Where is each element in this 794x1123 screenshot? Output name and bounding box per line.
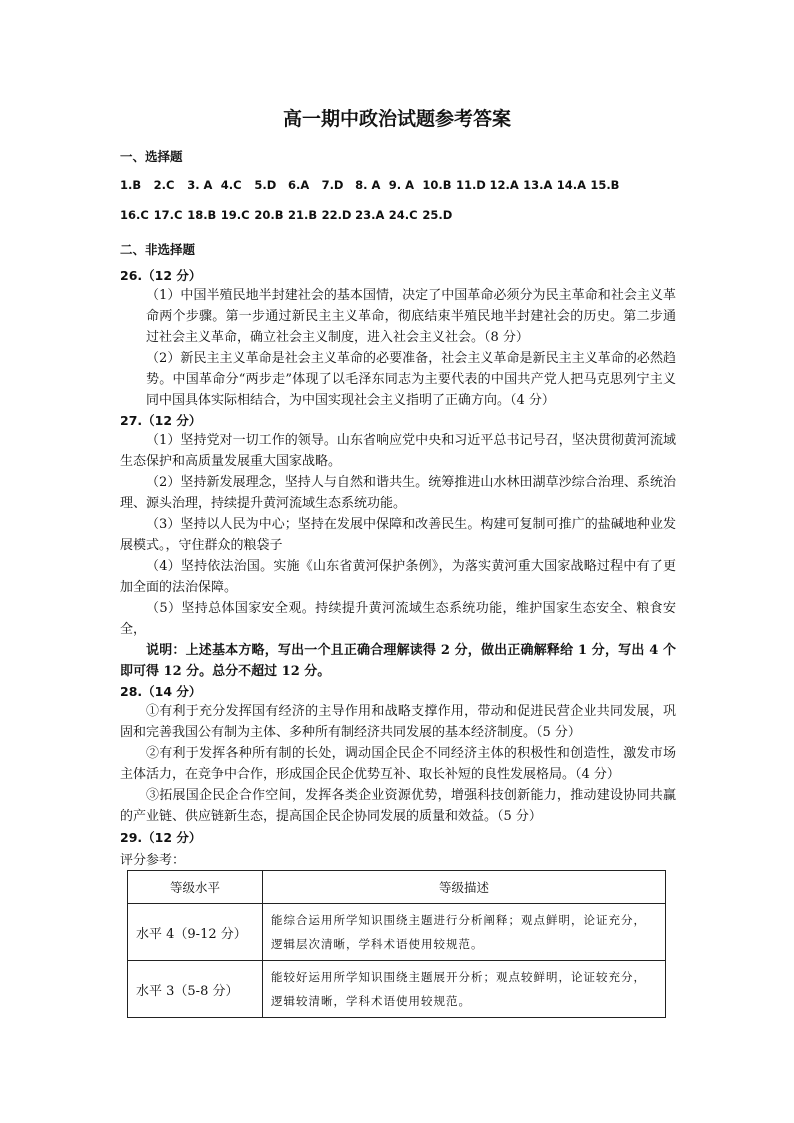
- answers-row-1: [120, 178, 624, 192]
- answer-item: 19.C: [220, 208, 250, 222]
- answer-item: 15.B: [590, 178, 620, 192]
- answer-item: 20.B: [254, 208, 284, 222]
- answer-item: 3. A: [187, 178, 213, 192]
- q27-scoring-note: 说明：上述基本方略，写出一个且正确合理解读得 2 分，做出正确解释给 1 分，写出 4 个即可得 12 分。总分不超过 12 分。: [120, 643, 676, 679]
- answer-item: 7.D: [321, 178, 344, 192]
- answers-row-2: [120, 208, 456, 222]
- answer-item: 23.A: [355, 208, 385, 222]
- answer-item: 13.A: [523, 178, 553, 192]
- header-level: 等级水平: [128, 871, 263, 904]
- grading-table-header: [128, 871, 666, 904]
- answer-item: 16.C: [120, 208, 149, 222]
- q26-part2: （2）新民主主义革命是社会主义革命的必要准备，社会主义革命是新民主主义革命的必然趋势。中国革命分“两步走”体现了以毛泽东同志为主要代表的中国共产党人把马克思列宁主义同中国具体实际相结合，为中国实现社会主义指明了正确方向。（4 分）: [146, 351, 676, 408]
- q27-part4: （4）坚持依法治国。实施《山东省黄河保护条例》，为落实黄河重大国家战略过程中有了更加全面的法治保障。: [120, 559, 676, 595]
- answer-item: 14.A: [556, 178, 586, 192]
- description-cell: 能较好运用所学知识围绕主题展开分析；观点较鲜明，论证较充分，逻辑较清晰，学科术语使用较规范。: [263, 961, 666, 1018]
- section-nonchoice-heading: 二、非选择题: [120, 242, 196, 257]
- answer-item: 9. A: [388, 178, 415, 192]
- answer-item: 10.B: [422, 178, 452, 192]
- q26-heading: 26.（12 分）: [120, 268, 202, 283]
- q27-heading: 27.（12 分）: [120, 413, 202, 428]
- description-cell: 能综合运用所学知识围绕主题进行分析阐释；观点鲜明，论证充分，逻辑层次清晰，学科术语使用较规范。: [263, 904, 666, 961]
- q27-part5: （5）坚持总体国家安全观。持续提升黄河流域生态系统功能，维护国家生态安全、粮食安全，: [120, 601, 676, 637]
- q27-part1: （1）坚持党对一切工作的领导。山东省响应党中央和习近平总书记号召，坚决贯彻黄河流域生态保护和高质量发展重大国家战略。: [120, 433, 676, 469]
- answer-item: 22.D: [321, 208, 352, 222]
- header-description: 等级描述: [263, 871, 666, 904]
- scoring-reference-label: 评分参考：: [120, 853, 186, 868]
- answer-item: 2.C: [153, 178, 175, 192]
- answer-item: 18.B: [187, 208, 217, 222]
- q28-heading: 28.（14 分）: [120, 684, 202, 699]
- q26-part1: （1）中国半殖民地半封建社会的基本国情，决定了中国革命必须分为民主革命和社会主义革命两个步骤。第一步通过新民主主义革命，彻底结束半殖民地半封建社会的历史。第二步通过社会主义革命，确立社会主义制度，进入社会主义社会。（8 分）: [146, 288, 676, 345]
- page-title: 高一期中政治试题参考答案: [282, 108, 511, 130]
- answer-item: 11.D: [455, 178, 486, 192]
- table-row: [128, 961, 666, 1018]
- answer-item: 8. A: [355, 178, 381, 192]
- section-choice-heading: 一、选择题: [120, 149, 183, 164]
- answer-item: 6.A: [287, 178, 310, 192]
- q28-point3: ③拓展国企民企合作空间，发挥各类企业资源优势，增强科技创新能力，推动建设协同共赢的产业链、供应链新生态，提高国企民企协同发展的质量和效益。（5 分）: [120, 788, 676, 824]
- answer-item: 12.A: [489, 178, 519, 192]
- answer-item: 17.C: [153, 208, 183, 222]
- answer-item: 5.D: [254, 178, 277, 192]
- answer-item: 24.C: [388, 208, 418, 222]
- q29-heading: 29.（12 分）: [120, 830, 202, 845]
- grading-table: [127, 870, 666, 1018]
- q28-point1: ①有利于充分发挥国有经济的主导作用和战略支撑作用，带动和促进民营企业共同发展，巩固和完善我国公有制为主体、多种所有制经济共同发展的基本经济制度。（5 分）: [120, 704, 676, 740]
- answer-item: 4.C: [220, 178, 242, 192]
- table-row: [128, 904, 666, 961]
- q27-part3: （3）坚持以人民为中心；坚持在发展中保障和改善民生。构建可复制可推广的盐碱地种业发展模式。，守住群众的粮袋子: [120, 517, 676, 553]
- q27-part2: （2）坚持新发展理念，坚持人与自然和谐共生。统筹推进山水林田湖草沙综合治理、系统治理、源头治理，持续提升黄河流域生态系统功能。: [120, 475, 676, 511]
- answer-item: 1.B: [120, 178, 142, 192]
- level-cell: 水平 4（9-12 分）: [128, 904, 263, 961]
- answer-item: 25.D: [422, 208, 453, 222]
- q28-point2: ②有利于发挥各种所有制的长处，调动国企民企不同经济主体的积极性和创造性，激发市场主体活力，在竞争中合作，形成国企民企优势互补、取长补短的良性发展格局。（4 分）: [120, 746, 676, 782]
- answer-item: 21.B: [287, 208, 318, 222]
- level-cell: 水平 3（5-8 分）: [128, 961, 263, 1018]
